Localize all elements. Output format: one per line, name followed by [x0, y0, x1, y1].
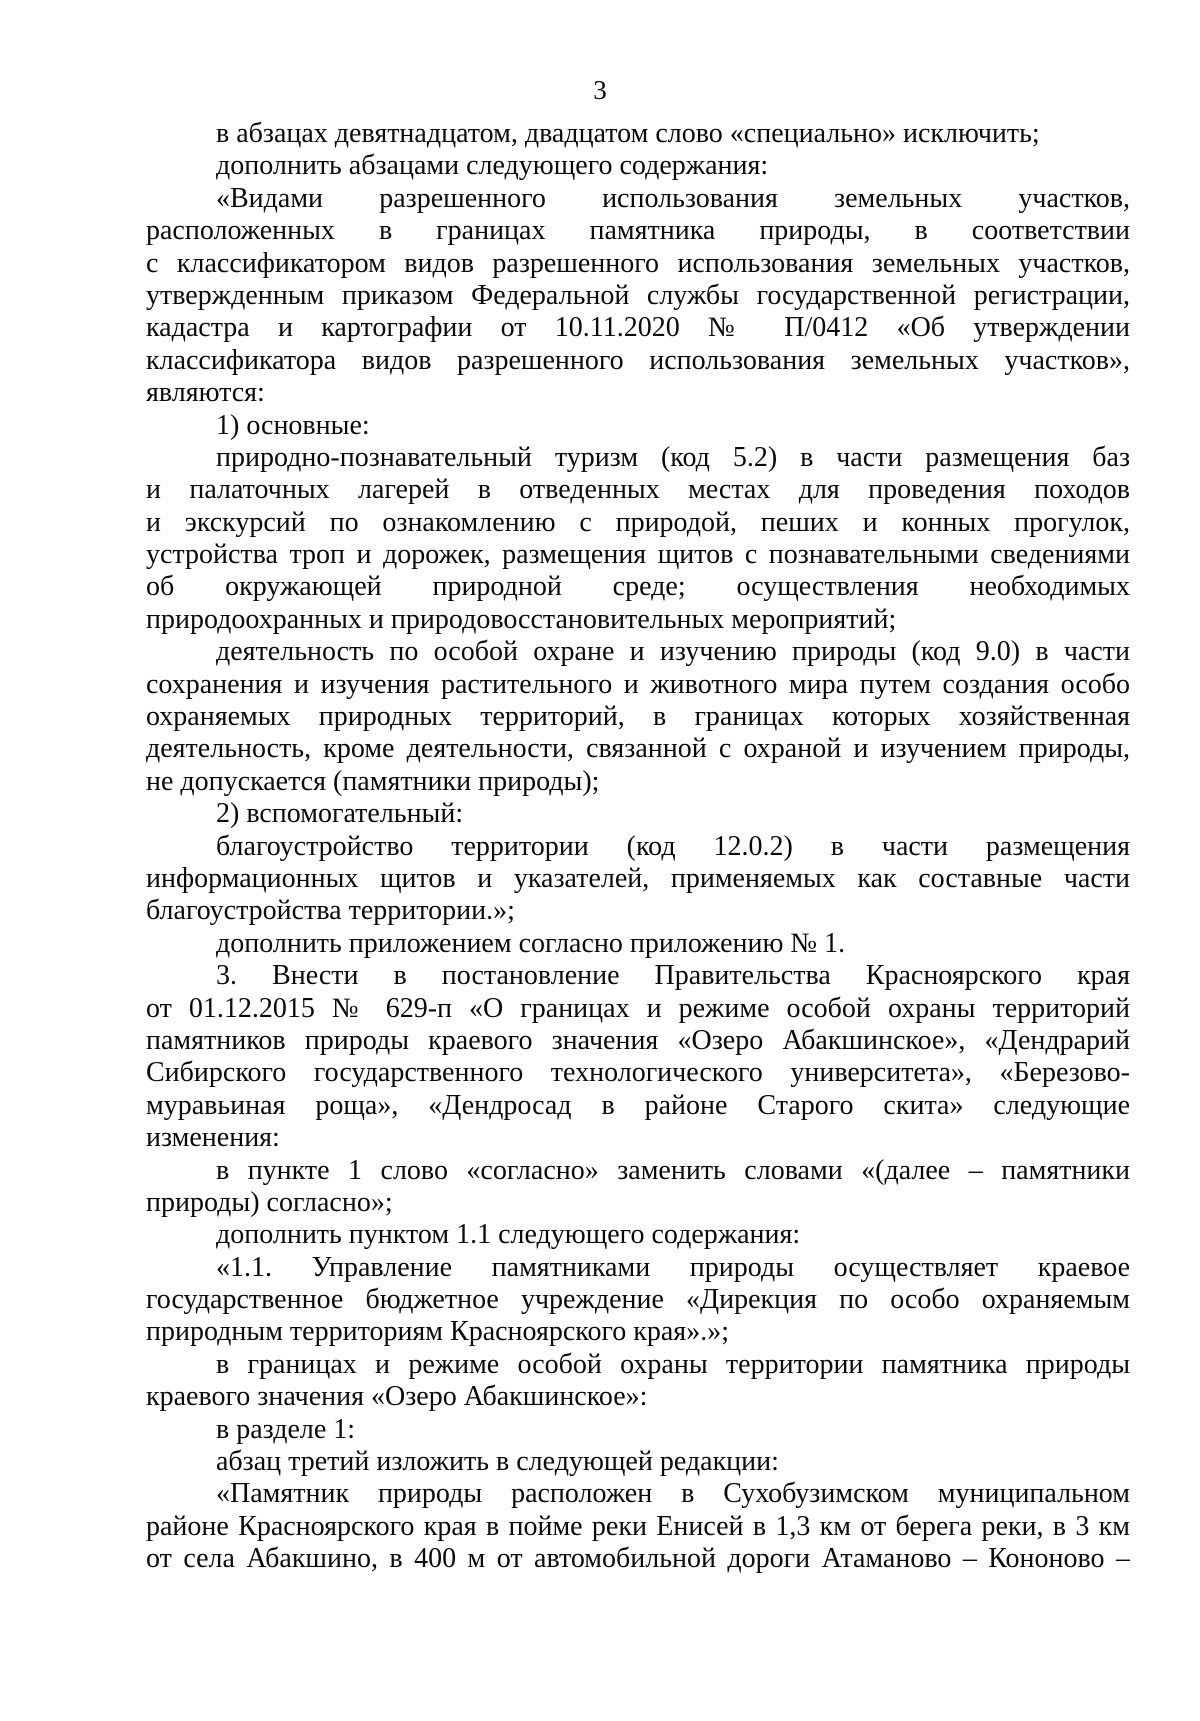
text-line: от села Абакшино, в 400 м от автомобильной дороги Атаманово – Кононово – [146, 1543, 1130, 1575]
text-line: природно-познавательный туризм (код 5.2) в части размещения баз [216, 441, 1130, 473]
text-line: краевого значения «Озеро Абакшинское»: [146, 1381, 648, 1413]
text-line: охраняемых природных территорий, в границах которых хозяйственная [146, 701, 1130, 733]
text-line: с классификатором видов разрешенного использования земельных участков, [146, 247, 1130, 279]
text-line: изменения: [146, 1122, 280, 1154]
text-line: государственное бюджетное учреждение «Дирекция по особо охраняемым [146, 1284, 1130, 1316]
text-line: «Видами разрешенного использования земельных участков, [216, 182, 1130, 214]
text-line: деятельность, кроме деятельности, связанной с охраной и изучением природы, [146, 733, 1130, 765]
text-line: дополнить пунктом 1.1 следующего содержания: [216, 1219, 801, 1251]
text-line: памятников природы краевого значения «Озеро Абакшинское», «Дендрарий [146, 1024, 1130, 1056]
text-line: благоустройства территории.»; [146, 895, 515, 927]
text-line: и экскурсий по ознакомлению с природой, пеших и конных прогулок, [146, 506, 1130, 538]
text-line: кадастра и картографии от 10.11.2020 № П/0412 «Об утверждении [146, 312, 1130, 344]
text-line: классификатора видов разрешенного использования земельных участков», [146, 344, 1130, 376]
text-line: дополнить приложением согласно приложению № 1. [216, 927, 846, 959]
text-line: в разделе 1: [216, 1413, 356, 1445]
text-line: природоохранных и природовосстановительных мероприятий; [146, 603, 897, 635]
text-line: 3. Внести в постановление Правительства Красноярского края [216, 960, 1130, 992]
text-line: муравьиная роща», «Дендросад в районе Старого скита» следующие [146, 1089, 1130, 1121]
text-line: от 01.12.2015 № 629-п «О границах и режиме особой охраны территорий [146, 992, 1130, 1024]
text-line: районе Красноярского края в пойме реки Енисей в 1,3 км от берега реки, в 3 км [146, 1510, 1130, 1542]
text-line: 1) основные: [216, 409, 370, 441]
text-line: устройства троп и дорожек, размещения щитов с познавательными сведениями [146, 539, 1130, 571]
text-line: в абзацах девятнадцатом, двадцатом слово «специально» исключить; [216, 118, 1040, 149]
text-line: в пункте 1 слово «согласно» заменить словами «(далее – памятники [216, 1154, 1130, 1186]
text-line: дополнить абзацами следующего содержания: [216, 150, 769, 182]
text-line: в границах и режиме особой охраны территории памятника природы [216, 1348, 1130, 1380]
document-body [146, 118, 1130, 1576]
text-line: не допускается (памятники природы); [146, 765, 600, 797]
text-line: «1.1. Управление памятниками природы осуществляет краевое [216, 1251, 1130, 1283]
text-line: природы) согласно»; [146, 1186, 393, 1218]
text-line: природным территориям Красноярского края».»; [146, 1316, 729, 1348]
page-number: 3 [593, 75, 607, 105]
text-line: абзац третий изложить в следующей редакции: [216, 1446, 779, 1478]
text-line: «Памятник природы расположен в Сухобузимском муниципальном [216, 1478, 1130, 1510]
text-line: утвержденным приказом Федеральной службы государственной регистрации, [146, 279, 1130, 311]
text-line: являются: [146, 377, 265, 409]
text-line: Сибирского государственного технологического университета», «Березово- [146, 1057, 1130, 1089]
text-line: сохранения и изучения растительного и животного мира путем создания особо [146, 668, 1130, 700]
text-line: 2) вспомогательный: [216, 798, 464, 830]
text-line: и палаточных лагерей в отведенных местах для проведения походов [146, 474, 1130, 506]
text-line: информационных щитов и указателей, применяемых как составные части [146, 862, 1130, 894]
text-line: благоустройство территории (код 12.0.2) в части размещения [216, 830, 1130, 862]
text-line: об окружающей природной среде; осуществления необходимых [146, 571, 1130, 603]
text-line: расположенных в границах памятника природы, в соответствии [146, 215, 1130, 247]
text-line: деятельность по особой охране и изучению природы (код 9.0) в части [216, 636, 1130, 668]
